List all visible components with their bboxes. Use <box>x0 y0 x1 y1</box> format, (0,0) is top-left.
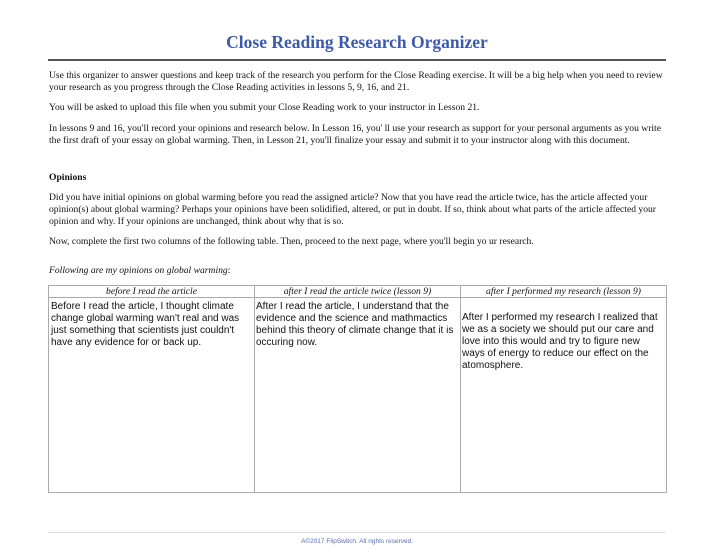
intro-paragraph-2: You will be asked to upload this file when you submit your Close Reading work to your instructor in Lesson 21. <box>49 102 480 113</box>
opinions-paragraph-2: Now, complete the first two columns of the following table. Then, proceed to the next page, where you'll begin yo ur research. <box>49 236 534 247</box>
page-title: Close Reading Research Organizer <box>226 32 488 52</box>
title-divider <box>48 59 666 61</box>
table-intro-colon: : <box>227 265 231 276</box>
column-header-before: before I read the article <box>49 286 255 298</box>
column-header-after-reading: after I read the article twice (lesson 9) <box>255 286 461 298</box>
table-row <box>49 298 667 493</box>
cell-after-research-text: After I performed my research I realized that we as a society we should put our care and love into this would and try to figure new ways of energy to reduce our effect on the atomosphere. <box>462 312 658 371</box>
footer-copyright: A©2017 FlipSwitch. All rights reserved. <box>300 538 414 545</box>
footer-divider <box>48 532 666 533</box>
intro-paragraph-1: Use this organizer to answer questions and keep track of the research you perform for the Close Reading exercise. It will be a big help when you need to review your research as you progress through the Close Reading activities in lessons 5, 9, 16, and 21. <box>49 70 663 93</box>
table-intro-text: Following are my opinions on global warming <box>49 265 228 276</box>
cell-after-reading-text: After I read the article, I understand that the evidence and the science and mathmactics behind this theory of climate change that it is occuring now. <box>256 301 454 348</box>
cell-before[interactable] <box>49 298 255 493</box>
opinions-table <box>48 285 667 493</box>
opinions-paragraph-1: Did you have initial opinions on global warming before you read the assigned article? Now that you have read the article twice, has the article affected your opinion(s) about global warming? Perhaps your opinions have been solidified, altered, or put in doubt. If so, think about what parts of the article affected your opinion and why. If your opinions are unchanged, think about why that is so. <box>49 192 657 227</box>
cell-after-reading[interactable] <box>255 298 461 493</box>
column-header-after-research: after I performed my research (lesson 9) <box>461 286 667 298</box>
table-intro <box>49 265 669 277</box>
opinions-heading: Opinions <box>49 172 87 183</box>
cell-before-text: Before I read the article, I thought climate change global warming wan't real and was just something that scientists just couldn't have any evidence for or back up. <box>51 301 240 348</box>
intro-paragraph-3: In lessons 9 and 16, you'll record your opinions and research below. In Lesson 16, you' ll use your research as support for your personal arguments as you write the first draft of your essay on global warming. Then, in Lesson 21, you'll finalize your essay and submit it to your instructor along with this document. <box>49 123 661 146</box>
cell-after-research[interactable] <box>461 298 667 493</box>
table-header-row <box>49 286 667 298</box>
